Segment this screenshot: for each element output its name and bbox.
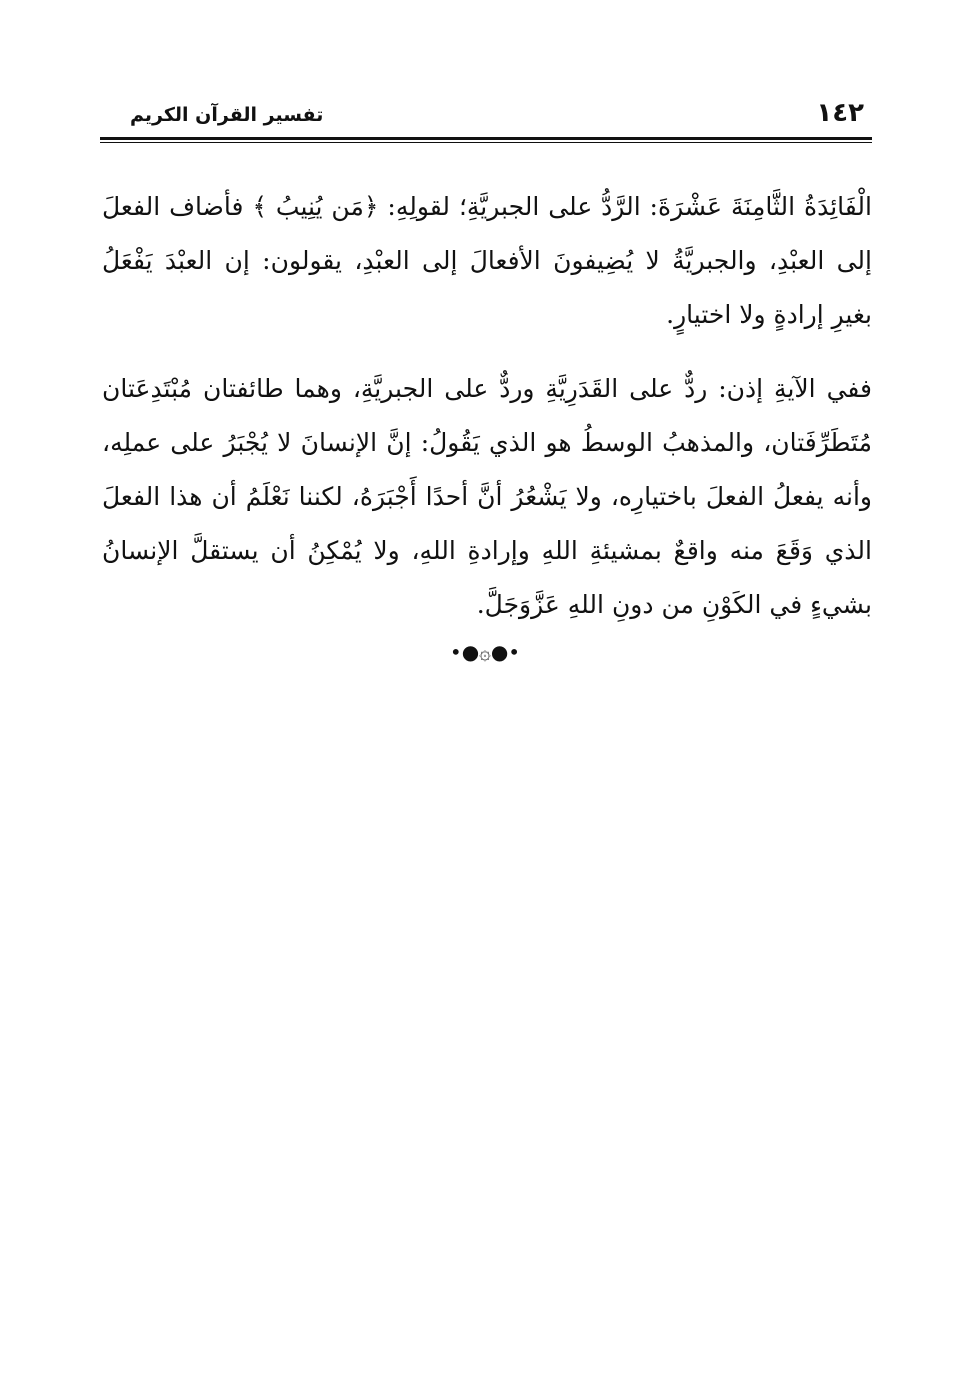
page-number: ١٤٢ <box>816 98 864 128</box>
main-text <box>102 180 872 652</box>
section-end-ornament: •●۞●• <box>449 640 521 664</box>
running-title: تفسير القرآن الكريم <box>130 104 324 126</box>
header-rule-thin <box>100 142 872 143</box>
paragraph-verse-conclusion: ففي الآيةِ إذن: ردٌّ على القَدَرِيَّةِ وردٌّ على الجبريَّةِ، وهما طائفتان مُبْتَدِعَتان مُتَطَرِّفَتان، والمذهبُ الوسطُ هو الذي يَقُولُ: إنَّ الإنسانَ لا يُجْبَرُ على عملِه، وأنه يفعلُ الفعلَ باختيارِه، ولا يَشْعُرُ أنَّ أحدًا أَجْبَرَهُ، لكننا نَعْلَمُ أن هذا الفعلَ الذي وَقَعَ منه واقعٌ بمشيئةِ اللهِ وإرادةِ اللهِ، ولا يُمْكِنُ أن يستقلَّ الإنسانُ بشيءٍ في الكَوْنِ من دونِ اللهِ عَزَّوَجَلَّ. <box>102 374 872 619</box>
running-header <box>100 98 872 138</box>
header-rule <box>100 137 872 140</box>
paragraph-benefit-eighteen: الْفَائِدَةُ الثَّامِنَةَ عَشْرَةَ: الرَّدُّ على الجبريَّةِ؛ لقولِهِ: ﴿مَن يُنِيبُ ﴾ فأضاف الفعلَ إلى العبْدِ، والجبريَّةُ لا يُضِيفونَ الأفعالَ إلى العبْدِ، يقولون: إن العبْدَ يَفْعَلُ بغيرِ إرادةٍ ولا اختيارٍ. <box>102 192 872 329</box>
